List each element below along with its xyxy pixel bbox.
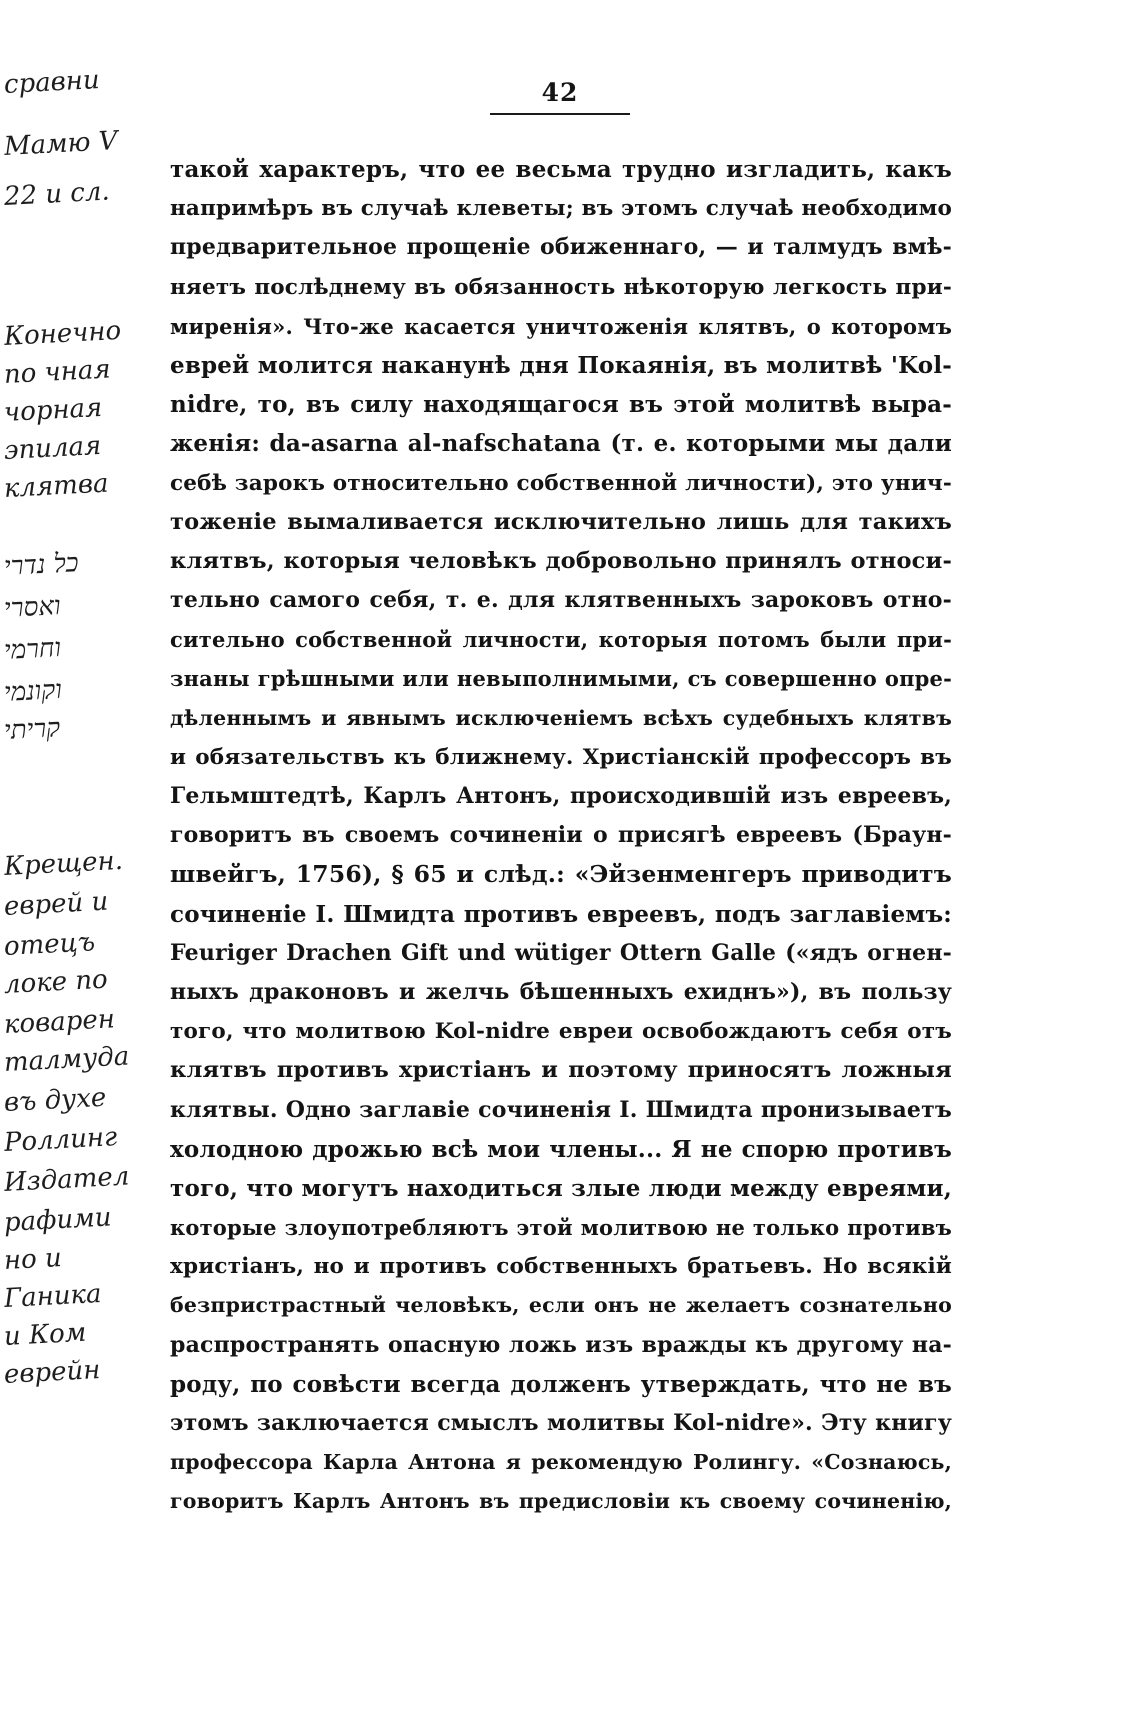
margin-note: קריתי	[3, 713, 61, 746]
margin-note: כל נדרי	[3, 548, 80, 582]
text-line: няетъ послѣднему въ обязанность нѣкоторую легкость при-	[170, 274, 952, 300]
text-line: того, что молитвою Kol-nidre евреи освобождаютъ себя отъ	[170, 1019, 952, 1045]
text-line: Feuriger Drachen Gift und wütiger Ottern Galle («ядъ огнен-	[170, 939, 952, 966]
text-line: швейгъ, 1756), § 65 и слѣд.: «Эйзенменгеръ приводитъ	[170, 860, 952, 889]
margin-note: въ духе	[3, 1082, 107, 1118]
text-line: безпристрастный человѣкъ, если онъ не желаетъ сознательно	[170, 1293, 952, 1318]
text-line: распространять опасную ложь изъ вражды къ другому на-	[170, 1331, 952, 1358]
text-line: говоритъ Карлъ Антонъ въ предисловіи къ своему сочиненію,	[170, 1489, 952, 1514]
text-line: этомъ заключается смыслъ молитвы Kol-nidre». Эту книгу	[170, 1410, 952, 1436]
text-line: напримѣръ въ случаѣ клеветы; въ этомъ случаѣ необходимо	[170, 196, 952, 222]
margin-note: Роллинг	[3, 1122, 118, 1158]
margin-note: וחרמי	[3, 633, 62, 666]
text-line: клятвы. Одно заглавіе сочиненія І. Шмидта пронизываетъ	[170, 1096, 952, 1123]
margin-note: рафими	[3, 1202, 113, 1238]
page-number-rule	[490, 113, 630, 115]
text-line: говоритъ въ своемъ сочиненіи о присягѣ евреевъ (Браун-	[170, 822, 952, 849]
text-line: клятвъ, которыя человѣкъ добровольно принялъ относи-	[170, 547, 952, 574]
margin-note: но и	[3, 1242, 63, 1276]
margin-note: еврейн	[3, 1354, 102, 1390]
text-line: сительно собственной личности, которыя потомъ были при-	[170, 627, 952, 653]
margin-note: талмуда	[3, 1041, 130, 1078]
text-line: Гельмштедтѣ, Карлъ Антонъ, происходившій изъ евреевъ,	[170, 783, 952, 809]
text-line: предварительное прощеніе обиженнаго, — и талмудъ вмѣ-	[170, 234, 952, 261]
text-line: того, что могутъ находиться злые люди между евреями,	[170, 1174, 952, 1202]
margin-note: ואסרי	[3, 591, 62, 624]
margin-note: чорная	[3, 392, 103, 428]
margin-note: Ганика	[3, 1278, 103, 1314]
margin-note: 22 и сл.	[3, 176, 111, 212]
text-line: тоженіе вымаливается исключительно лишь для такихъ	[170, 508, 952, 535]
text-line: миренія». Что-же касается уничтоженія клятвъ, о которомъ	[170, 313, 952, 339]
text-line: nidre, то, въ силу находящагося въ этой молитвѣ выра-	[170, 391, 952, 419]
text-line: дѣленнымъ и явнымъ исключеніемъ всѣхъ судебныхъ клятвъ	[170, 705, 952, 730]
text-line: знаны грѣшными или невыполнимыми, съ совершенно опре-	[170, 666, 952, 692]
text-line: такой характеръ, что ее весьма трудно изгладить, какъ	[170, 156, 952, 183]
margin-note: еврей и	[3, 886, 109, 922]
text-line: роду, по совѣсти всегда долженъ утверждать, что не въ	[170, 1370, 952, 1398]
text-line: женія: da-asarna al-nafschatana (т. е. которыми мы дали	[170, 430, 952, 458]
text-line: тельно самого себя, т. е. для клятвенныхъ зароковъ отно-	[170, 587, 952, 614]
text-line: и обязательствъ къ ближнему. Христіанскій профессоръ въ	[170, 744, 952, 770]
page-number: 42	[541, 78, 579, 107]
margin-note: וקונמי	[3, 674, 63, 708]
text-line: ныхъ драконовъ и желчь бѣшенныхъ ехиднъ»), въ пользу	[170, 978, 952, 1005]
margin-note: и Ком	[3, 1317, 88, 1352]
margin-note: сравни	[3, 65, 101, 100]
text-line: сочиненіе І. Шмидта противъ евреевъ, подъ заглавіемъ:	[170, 900, 952, 928]
margin-note: Крещен.	[3, 845, 124, 882]
margin-note: Мамю V	[3, 126, 119, 162]
text-line: холодною дрожью всѣ мои члены... Я не спорю противъ	[170, 1135, 952, 1163]
text-line: которые злоупотребляютъ этой молитвою не только противъ	[170, 1215, 952, 1241]
margin-note: эпилая	[3, 430, 102, 466]
margin-note: локе по	[3, 964, 109, 1000]
margin-note: отецъ	[3, 927, 96, 962]
text-line: христіанъ, но и противъ собственныхъ братьевъ. Но всякій	[170, 1254, 952, 1280]
margin-note: Конечно	[3, 315, 122, 352]
text-line: себѣ зарокъ относительно собственной личности), это унич-	[170, 470, 952, 496]
text-line: клятвъ противъ христіанъ и поэтому приносятъ ложныя	[170, 1057, 952, 1084]
margin-note: клятва	[3, 468, 110, 504]
margin-note: коварен	[3, 1004, 116, 1040]
text-line: еврей молится наканунѣ дня Покаянія, въ молитвѣ 'Kol-	[170, 351, 952, 379]
margin-note: по чная	[3, 354, 112, 390]
margin-note: Издател	[3, 1161, 131, 1198]
body-text	[170, 150, 952, 1522]
text-line: профессора Карла Антона я рекомендую Ролингу. «Сознаюсь,	[170, 1450, 952, 1475]
